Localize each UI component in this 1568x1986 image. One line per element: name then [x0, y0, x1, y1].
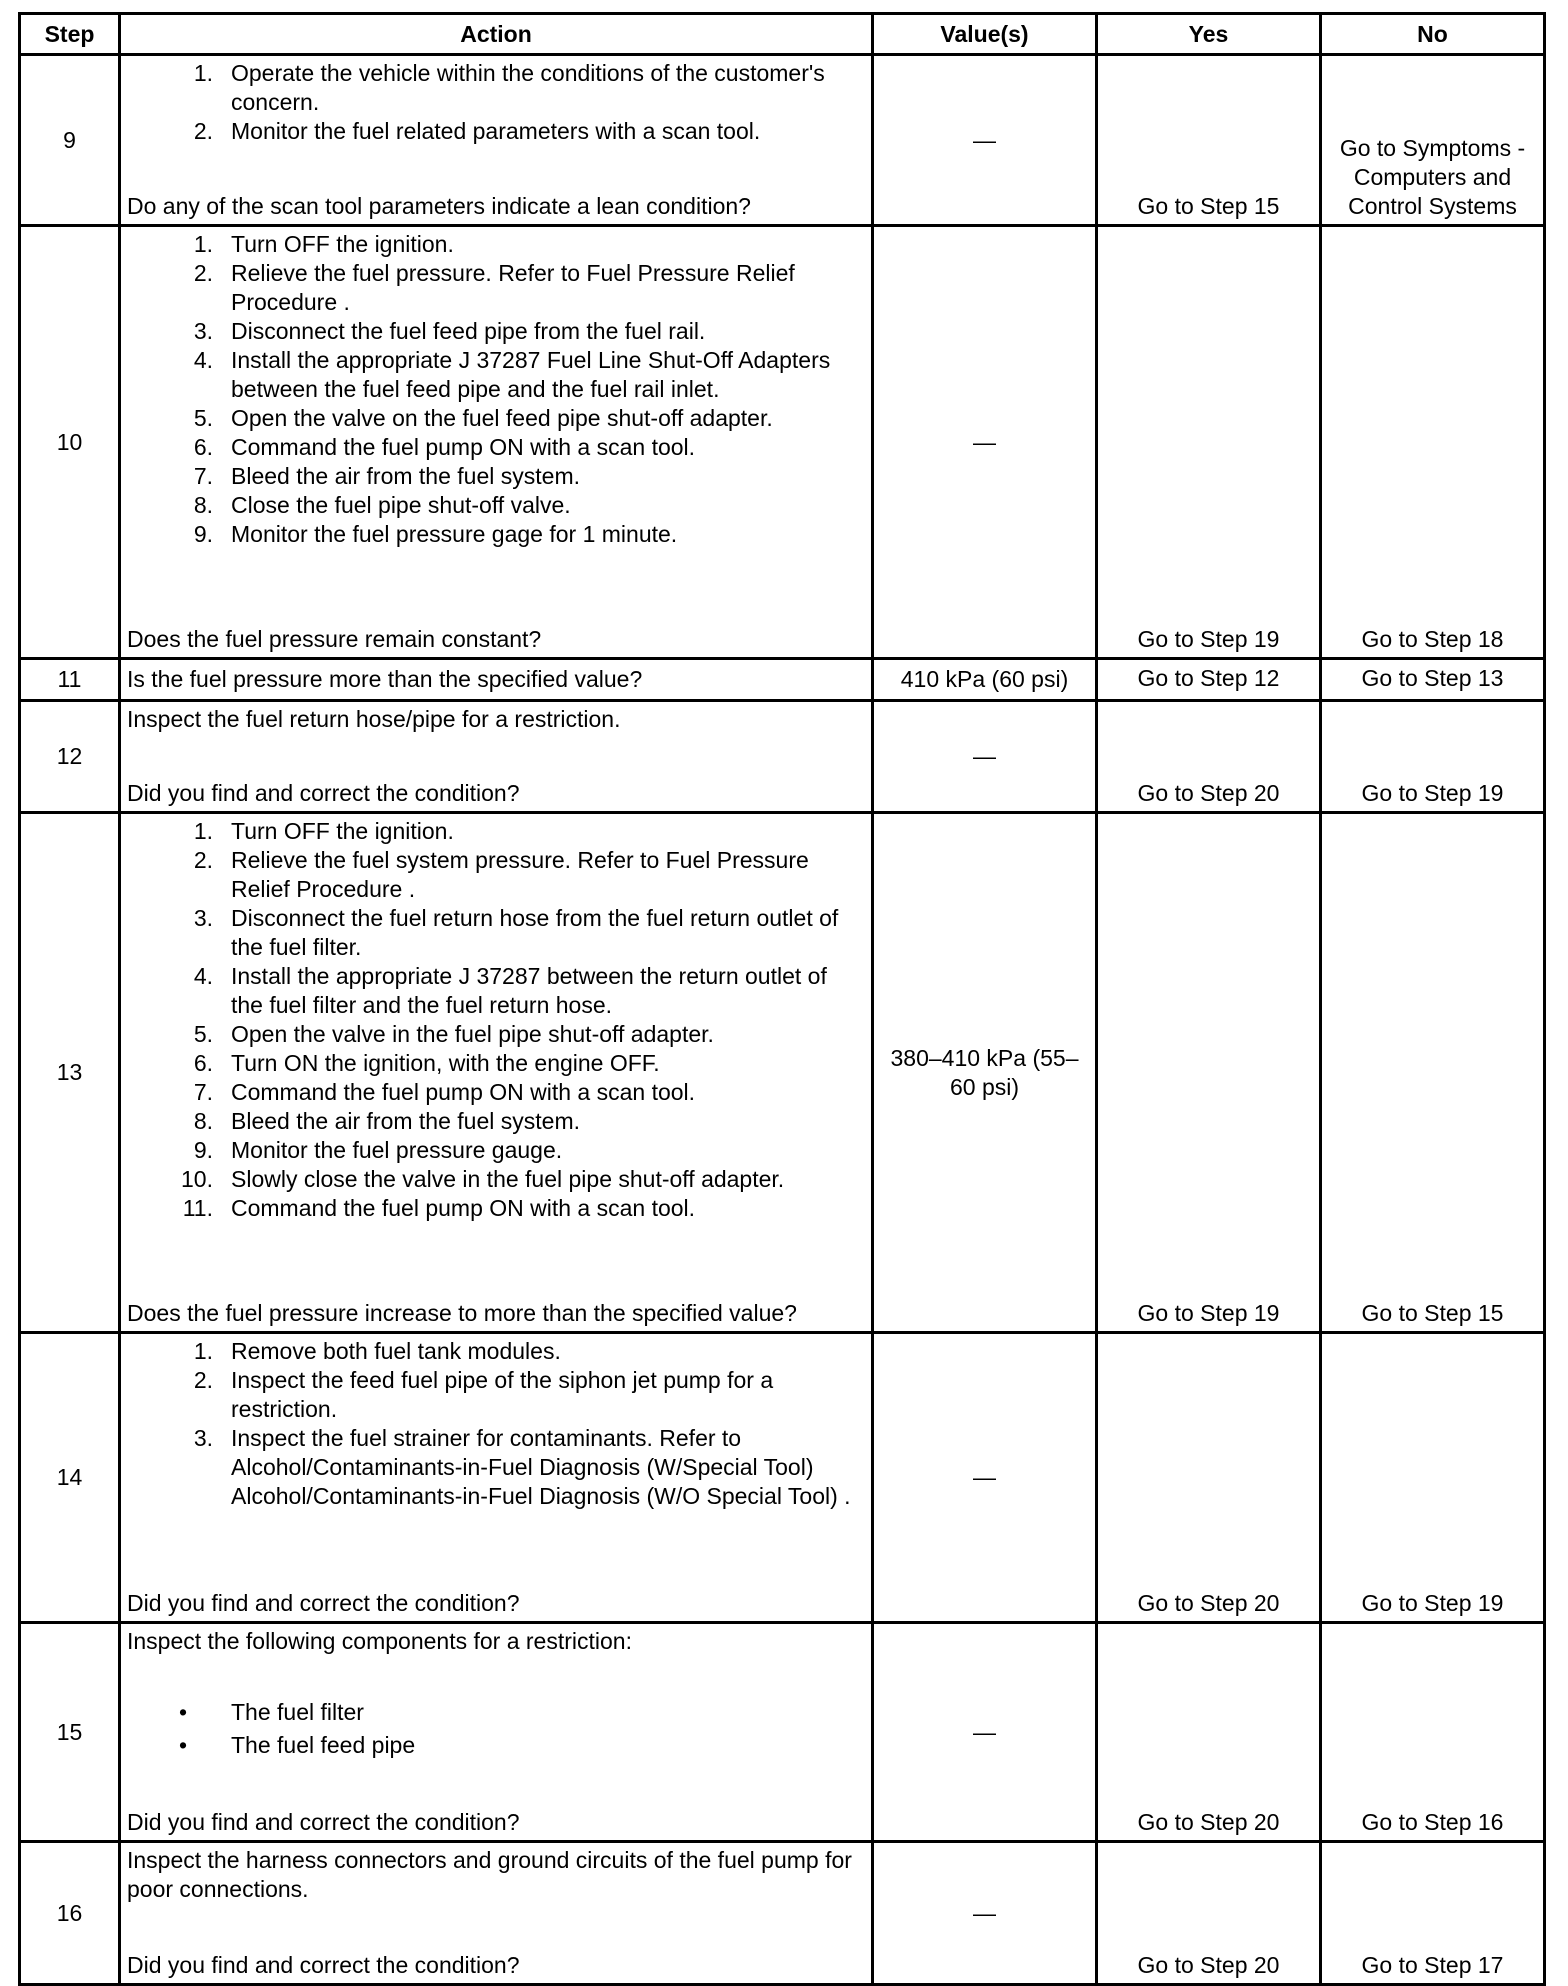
header-values: Value(s): [873, 14, 1097, 55]
list-item: • The fuel feed pipe: [127, 1729, 865, 1762]
action-list: [127, 1337, 865, 1511]
yes-cell: Go to Step 20: [1097, 1333, 1321, 1623]
list-item: 2 . Inspect the feed fuel pipe of the siphon jet pump for a restriction.: [127, 1366, 865, 1424]
step-number: 13: [20, 813, 120, 1333]
yes-cell: Go to Step 20: [1097, 701, 1321, 813]
header-no: No: [1321, 14, 1545, 55]
yes-cell: Go to Step 19: [1097, 813, 1321, 1333]
list-item: 2 . Monitor the fuel related parameters with a scan tool.: [127, 117, 865, 146]
value-cell: 380–410 kPa (55–60 psi): [873, 813, 1097, 1333]
list-item: 2 . Relieve the fuel pressure. Refer to Fuel Pressure Relief Procedure .: [127, 259, 865, 317]
list-item: 3 . Disconnect the fuel feed pipe from the fuel rail.: [127, 317, 865, 346]
yes-cell: Go to Step 12: [1097, 659, 1321, 701]
list-item: 8 . Close the fuel pipe shut-off valve.: [127, 491, 865, 520]
action-cell: [120, 1842, 873, 1985]
yes-cell: Go to Step 20: [1097, 1623, 1321, 1842]
action-cell: [120, 701, 873, 813]
action-question: Did you find and correct the condition?: [127, 780, 520, 806]
action-intro: Inspect the harness connectors and ground circuits of the fuel pump for poor connections.: [127, 1847, 852, 1902]
action-question: Does the fuel pressure increase to more than the specified value?: [127, 1300, 797, 1326]
no-cell: Go to Step 18: [1321, 226, 1545, 659]
list-item: 8 . Bleed the air from the fuel system.: [127, 1107, 865, 1136]
value-cell: —: [873, 1623, 1097, 1842]
action-question: Did you find and correct the condition?: [127, 1952, 520, 1978]
value-cell: 410 kPa (60 psi): [873, 659, 1097, 701]
step-number: 10: [20, 226, 120, 659]
action-list: [127, 59, 865, 146]
step-number: 12: [20, 701, 120, 813]
no-cell: Go to Step 15: [1321, 813, 1545, 1333]
no-cell: Go to Step 19: [1321, 701, 1545, 813]
list-item: 1 . Turn OFF the ignition.: [127, 230, 865, 259]
header-yes: Yes: [1097, 14, 1321, 55]
header-row: [20, 14, 1545, 55]
value-cell: —: [873, 55, 1097, 226]
value-cell: —: [873, 1333, 1097, 1623]
action-intro: Inspect the fuel return hose/pipe for a restriction.: [127, 706, 621, 732]
list-item: 4 . Install the appropriate J 37287 Fuel Line Shut-Off Adapters between the fuel feed pipe and the fuel rail inlet.: [127, 346, 865, 404]
step-number: 9: [20, 55, 120, 226]
header-action: Action: [120, 14, 873, 55]
list-item: 3 . Disconnect the fuel return hose from the fuel return outlet of the fuel filter.: [127, 904, 865, 962]
table-row: [20, 701, 1545, 813]
no-cell: Go to Symptoms - Computers and Control Systems: [1321, 55, 1545, 226]
list-item: 1 . Turn OFF the ignition.: [127, 817, 865, 846]
list-item: 1 . Operate the vehicle within the conditions of the customer's concern.: [127, 59, 865, 117]
step-number: 11: [20, 659, 120, 701]
table-row: [20, 659, 1545, 701]
action-cell: [120, 1333, 873, 1623]
no-cell: Go to Step 19: [1321, 1333, 1545, 1623]
table-row: [20, 813, 1545, 1333]
action-question: Did you find and correct the condition?: [127, 1809, 520, 1835]
action-cell: [120, 226, 873, 659]
header-step: Step: [20, 14, 120, 55]
action-intro: Inspect the following components for a restriction:: [127, 1628, 632, 1654]
table-row: [20, 1842, 1545, 1985]
no-cell: Go to Step 13: [1321, 659, 1545, 701]
diagnostic-table: [18, 12, 1546, 1986]
value-cell: —: [873, 226, 1097, 659]
list-item: 9 . Monitor the fuel pressure gage for 1 minute.: [127, 520, 865, 549]
step-number: 16: [20, 1842, 120, 1985]
no-cell: Go to Step 17: [1321, 1842, 1545, 1985]
table-row: [20, 55, 1545, 226]
list-item: 5 . Open the valve in the fuel pipe shut-off adapter.: [127, 1020, 865, 1049]
action-list: [127, 230, 865, 549]
action-list: [127, 817, 865, 1223]
action-cell: [120, 55, 873, 226]
list-item: 9 . Monitor the fuel pressure gauge.: [127, 1136, 865, 1165]
list-item: 6 . Turn ON the ignition, with the engine OFF.: [127, 1049, 865, 1078]
yes-cell: Go to Step 20: [1097, 1842, 1321, 1985]
yes-cell: Go to Step 19: [1097, 226, 1321, 659]
value-cell: —: [873, 701, 1097, 813]
yes-cell: Go to Step 15: [1097, 55, 1321, 226]
table-row: [20, 1623, 1545, 1842]
table-row: [20, 1333, 1545, 1623]
component-list: [127, 1696, 865, 1762]
list-item: 7 . Command the fuel pump ON with a scan tool.: [127, 1078, 865, 1107]
step-number: 14: [20, 1333, 120, 1623]
list-item: 3 . Inspect the fuel strainer for contaminants. Refer to Alcohol/Contaminants-in-Fuel Diagnosis (W/Special Tool) Alcohol/Contaminants-in-Fuel Diagnosis (W/O Special Tool) .: [127, 1424, 865, 1511]
table-row: [20, 226, 1545, 659]
list-item: 2 . Relieve the fuel system pressure. Refer to Fuel Pressure Relief Procedure .: [127, 846, 865, 904]
list-item: 11 . Command the fuel pump ON with a scan tool.: [127, 1194, 865, 1223]
list-item: 7 . Bleed the air from the fuel system.: [127, 462, 865, 491]
list-item: 4 . Install the appropriate J 37287 between the return outlet of the fuel filter and the fuel return hose.: [127, 962, 865, 1020]
step-number: 15: [20, 1623, 120, 1842]
action-question: Does the fuel pressure remain constant?: [127, 626, 542, 652]
action-question: Is the fuel pressure more than the specified value?: [120, 659, 873, 701]
list-item: • The fuel filter: [127, 1696, 865, 1729]
action-cell: [120, 1623, 873, 1842]
list-item: 1 . Remove both fuel tank modules.: [127, 1337, 865, 1366]
list-item: 6 . Command the fuel pump ON with a scan tool.: [127, 433, 865, 462]
action-question: Did you find and correct the condition?: [127, 1590, 520, 1616]
action-question: Do any of the scan tool parameters indicate a lean condition?: [127, 193, 751, 219]
action-cell: [120, 813, 873, 1333]
value-cell: —: [873, 1842, 1097, 1985]
list-item: 10 . Slowly close the valve in the fuel pipe shut-off adapter.: [127, 1165, 865, 1194]
no-cell: Go to Step 16: [1321, 1623, 1545, 1842]
list-item: 5 . Open the valve on the fuel feed pipe shut-off adapter.: [127, 404, 865, 433]
